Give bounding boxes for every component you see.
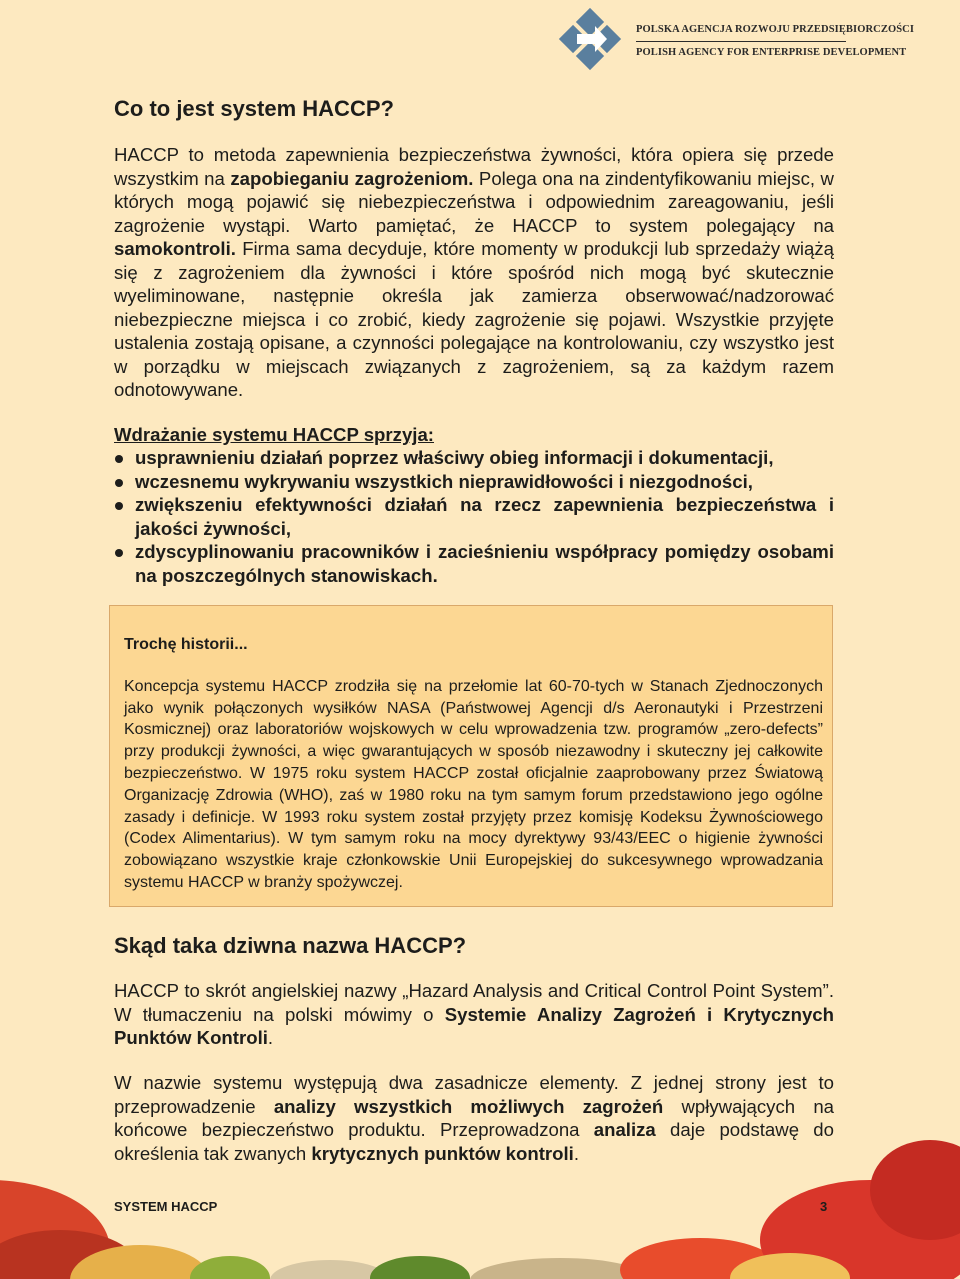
intro-bold-2: samokontroli. bbox=[114, 238, 236, 259]
agency-name-polish: POLSKA AGENCJA ROZWOJU PRZEDSIĘBIORCZOŚCI bbox=[636, 24, 846, 42]
elements-text-2: wpływających na końcowe bezpieczeństwo produktu. Przeprowadzona bbox=[114, 1095, 834, 1140]
section-title-what-is-haccp: Co to jest system HACCP? bbox=[114, 96, 394, 121]
list-item: usprawnieniu działań poprzez właściwy obieg informacji i dokumentacji, bbox=[114, 446, 834, 470]
footer-label: SYSTEM HACCP bbox=[114, 1199, 218, 1214]
list-item: zdyscyplinowaniu pracowników i zacieśnieniu współpracy pomiędzy osobami na poszczególnych stanowiskach. bbox=[114, 540, 834, 587]
intro-text-3: Firma sama decyduje, które momenty w produkcji lub sprzedaży wiążą się z zagrożeniem dla żywności i które spośród nich mogą być skutecznie wyeliminowane, następnie określa jak zamierza obserwować/nadzorować niebezpieczne miejsca i co zrobić, kiedy zagrożenie się pojawi. Wszystkie przyjęte ustalenia zostają opisane, a czynności polegające na kontrolowaniu, czy wszystko jest w porządku w miejscach związanych z zagrożeniem, są za każdym razem odnotowywane. bbox=[114, 238, 834, 400]
page-number: 3 bbox=[820, 1199, 828, 1214]
history-title: Trochę historii... bbox=[124, 636, 248, 653]
elements-bold-1: analizy wszystkich możliwych zagrożeń bbox=[273, 1095, 664, 1117]
elements-bold-2: analiza bbox=[593, 1119, 656, 1140]
intro-text-2: Polega ona na zindentyfikowaniu miejsc, w których mogą pojawić się niebezpieczeństwa i odpowiednim zareagowaniu, jeśli zagrożenie wystąpi. Warto pamiętać, że HACCP to system polegający na bbox=[114, 167, 834, 236]
parp-diamond-logo-icon bbox=[555, 4, 625, 74]
history-box bbox=[109, 605, 833, 907]
intro-text-1: HACCP to metoda zapewnienia bezpieczeństwa żywności, która opiera się przede wszystkim na bbox=[114, 144, 834, 189]
implementation-heading: Wdrażanie systemu HACCP sprzyja: bbox=[114, 424, 434, 445]
agency-name-english: POLISH AGENCY FOR ENTERPRISE DEVELOPMENT bbox=[636, 47, 907, 58]
benefits-list bbox=[114, 446, 834, 587]
elements-text-1: W nazwie systemu występują dwa zasadnicze elementy. Z jednej strony jest to przeprowadzenie bbox=[114, 1072, 834, 1117]
name-text: HACCP to skrót angielskiej nazwy „Hazard Analysis and Critical Control Point System”. W tłumaczeniu na polski mówimy o bbox=[114, 980, 834, 1025]
name-paragraph bbox=[114, 979, 834, 1050]
list-item: zwiększeniu efektywności działań na rzecz zapewnienia bezpieczeństwa i jakości żywności, bbox=[114, 493, 834, 540]
elements-text-4: . bbox=[573, 1142, 579, 1164]
elements-text-3: daje podstawę do określenia tak zwanych bbox=[114, 1119, 834, 1164]
agency-logo bbox=[555, 4, 915, 74]
name-bold: Systemie Analizy Zagrożeń i Krytycznych Punktów Kontroli bbox=[114, 1003, 834, 1048]
intro-paragraph bbox=[114, 143, 834, 402]
name-end: . bbox=[267, 1027, 274, 1048]
section-title-name-origin: Skąd taka dziwna nazwa HACCP? bbox=[114, 933, 467, 958]
history-text: Koncepcja systemu HACCP zrodziła się na przełomie lat 60-70-tych w Stanach Zjednoczonych jako wynik połączonych wysiłków NASA (Państwowej Agencji d/s Aeronautyki i Przestrzeni Kosmicznej) oraz laboratoriów wojskowych w celu wprowadzenia tzw. programów „zero-defects” przy produkcji żywności, a więc gwarantujących w sposób niezawodny i skuteczny jej całkowite bezpieczeństwo. W 1975 roku system HACCP został oficjalnie zaaprobowany przez Światową Organizację Zdrowia (WHO), zaś w 1980 roku na tym samym forum przedstawiono jego ogólne zasady i definicje. W 1993 roku system został przyjęty przez komisję Kodeksu Żywnościowego (Codex Alimentarius). W tym samym roku na mocy dyrektywy 93/43/EEC o higienie żywności zobowiązano wszystkie kraje członkowskie Unii Europejskiej do sukcesywnego wprowadzania systemu HACCP w branży spożywczej. bbox=[124, 677, 823, 891]
intro-bold-1: zapobieganiu zagrożeniom. bbox=[230, 167, 474, 189]
elements-bold-3: krytycznych punktów kontroli bbox=[311, 1142, 574, 1164]
list-item: wczesnemu wykrywaniu wszystkich nieprawidłowości i niezgodności, bbox=[114, 470, 834, 494]
